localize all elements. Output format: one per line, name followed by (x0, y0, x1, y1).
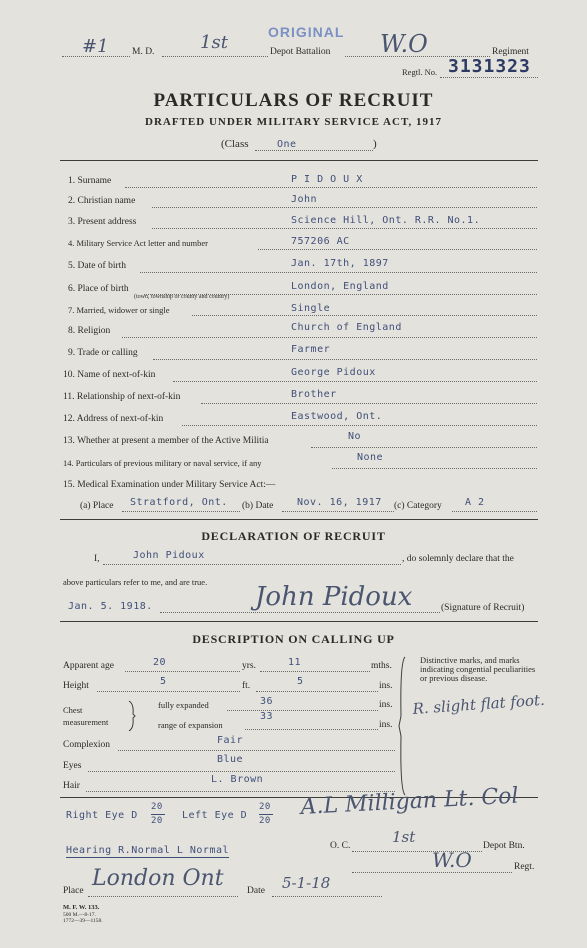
range-expansion-label: range of expansion (158, 720, 223, 730)
present-address-value: Science Hill, Ont. R.R. No.1. (291, 215, 481, 226)
regiment-label: Regiment (492, 47, 529, 57)
birthplace-label: 6. Place of birth (68, 284, 129, 294)
officer-signature: A.L Milligan Lt. Col (300, 783, 520, 820)
height-label: Height (63, 681, 89, 691)
christian-name-label: 2. Christian name (68, 196, 136, 206)
regtl-no-label: Regtl. No. (402, 67, 438, 77)
class-prefix: (Class (221, 138, 249, 150)
trade-label: 9. Trade or calling (68, 348, 138, 358)
print-run-1: 500 M.—8-17. (63, 912, 96, 918)
marks-value: R. slight flat foot. (412, 690, 546, 718)
prev-service-label: 14. Particulars of previous military or naval service, if any (63, 458, 262, 468)
marks-brace-icon (398, 656, 408, 796)
christian-name-value: John (291, 194, 318, 205)
religion-value: Church of England (291, 322, 402, 333)
eyes-value: Blue (217, 754, 244, 765)
regtl-no-value: 3131323 (448, 56, 531, 77)
eyes-label: Eyes (63, 761, 82, 771)
oc-label: O. C. (330, 841, 351, 851)
right-eye-den: 20 (151, 816, 163, 826)
height-feet: 5 (160, 676, 167, 687)
nok-relationship-label: 11. Relationship of next-of-kin (63, 392, 181, 402)
complexion-value: Fair (217, 735, 244, 746)
medical-date-value: Nov. 16, 1917 (297, 497, 382, 508)
trade-value: Farmer (291, 344, 331, 355)
ft-label: ft. (242, 681, 251, 691)
declaration-text-2: above particulars refer to me, and are true. (63, 577, 208, 587)
date-label: Date (247, 886, 265, 896)
mths-label: mths. (371, 661, 392, 671)
msa-number-value: 757206 AC (291, 236, 350, 247)
dob-label: 5. Date of birth (68, 261, 127, 271)
original-stamp: ORIGINAL (268, 24, 345, 40)
fully-expanded-value: 36 (260, 696, 274, 707)
md-label: M. D. (132, 47, 155, 57)
declaration-text-1: , do solemnly declare that the (402, 554, 514, 564)
surname-label: 1. Surname (68, 176, 112, 186)
range-ins-label: ins. (379, 720, 393, 730)
complexion-label: Complexion (63, 740, 110, 750)
depot-label: Depot Battalion (270, 47, 331, 57)
right-eye-fraction-bar (151, 814, 165, 815)
left-eye-num: 20 (259, 802, 271, 812)
height-inches: 5 (297, 676, 304, 687)
militia-label: 13. Whether at present a member of the Active Militia (63, 436, 269, 446)
range-expansion-value: 33 (260, 711, 274, 722)
medical-category-value: A 2 (465, 497, 485, 508)
medical-category-label: (c) Category (394, 501, 442, 511)
medical-date-label: (b) Date (242, 501, 274, 511)
print-run-2: 1772—39—1158. (63, 918, 103, 924)
chest-label-1: Chest (63, 705, 83, 715)
dob-value: Jan. 17th, 1897 (291, 258, 389, 269)
fully-expanded-label: fully expanded (158, 700, 209, 710)
nok-address-label: 12. Address of next-of-kin (63, 414, 164, 424)
chest-label-2: measurement (63, 717, 109, 727)
birthplace-value: London, England (291, 281, 389, 292)
right-eye-num: 20 (151, 802, 163, 812)
signature-label: (Signature of Recruit) (441, 603, 525, 613)
left-eye-fraction-bar (259, 814, 273, 815)
class-suffix: ) (373, 138, 377, 150)
surname-value: P I D O U X (291, 174, 363, 185)
birthplace-note: (town, township or county and country) (134, 294, 230, 300)
depot-number: 1st (200, 32, 228, 53)
yrs-label: yrs. (242, 661, 256, 671)
medical-place-label: (a) Place (80, 501, 114, 511)
place-label: Place (63, 886, 84, 896)
msa-number-label: 4. Military Service Act letter and number (68, 238, 208, 248)
description-heading: DESCRIPTION ON CALLING UP (192, 632, 395, 646)
form-number: M. F. W. 133. (63, 904, 100, 911)
present-address-label: 3. Present address (68, 217, 137, 227)
declaration-heading: DECLARATION OF RECRUIT (201, 529, 386, 543)
regiment-value: W.O (380, 30, 428, 58)
medical-heading: 15. Medical Examination under Military Service Act:— (63, 480, 276, 490)
regt-label: Regt. (514, 862, 535, 872)
religion-label: 8. Religion (68, 326, 111, 336)
declaration-i-label: I, (94, 554, 100, 564)
right-eye-label: Right Eye D (66, 810, 138, 821)
recruit-signature: John Pidoux (255, 582, 413, 612)
hearing-result: Hearing R.Normal L Normal (66, 845, 230, 856)
oc-value: 1st (392, 828, 416, 846)
form-subtitle: DRAFTED UNDER MILITARY SERVICE ACT, 1917 (145, 116, 442, 128)
date-value: 5-1-18 (282, 874, 331, 892)
left-eye-den: 20 (259, 816, 271, 826)
depot-btn-label: Depot Btn. (483, 841, 525, 851)
hair-label: Hair (63, 781, 80, 791)
nok-name-value: George Pidoux (291, 367, 376, 378)
declaration-name: John Pidoux (133, 550, 205, 561)
marital-label: 7. Married, widower or single (68, 305, 170, 315)
form-title: PARTICULARS OF RECRUIT (153, 90, 434, 111)
fully-ins-label: ins. (379, 700, 393, 710)
prev-service-value: None (357, 452, 384, 463)
left-eye-label: Left Eye D (182, 810, 248, 821)
chest-brace-icon (128, 700, 136, 732)
marks-title: Distinctive marks, and marks indicating congential peculiarities or previous disease. (420, 655, 536, 683)
age-label: Apparent age (63, 661, 114, 671)
height-ins-label: ins. (379, 681, 393, 691)
md-number: #1 (82, 36, 109, 57)
class-value: One (277, 139, 297, 150)
marital-value: Single (291, 303, 331, 314)
hair-value: L. Brown (211, 774, 264, 785)
regt-value: W.O (432, 848, 472, 872)
declaration-date: Jan. 5. 1918. (68, 601, 153, 612)
age-months: 11 (288, 657, 302, 668)
medical-place-value: Stratford, Ont. (130, 497, 228, 508)
militia-value: No (348, 431, 362, 442)
place-value: London Ont (92, 866, 224, 891)
age-years: 20 (153, 657, 167, 668)
nok-name-label: 10. Name of next-of-kin (63, 370, 156, 380)
nok-address-value: Eastwood, Ont. (291, 411, 383, 422)
nok-relationship-value: Brother (291, 389, 337, 400)
